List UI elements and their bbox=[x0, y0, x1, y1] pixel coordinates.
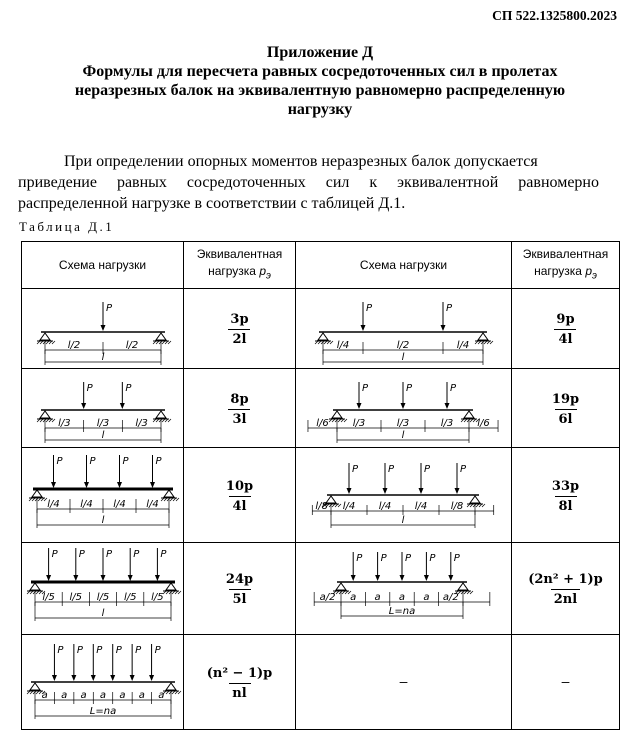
support-triangle bbox=[470, 496, 480, 503]
segment-label: l/4 bbox=[79, 498, 93, 510]
load-scheme-diagram bbox=[297, 290, 511, 368]
formula-cell bbox=[184, 543, 296, 635]
scheme-cell bbox=[22, 289, 184, 369]
support-triangle bbox=[332, 411, 342, 418]
segment-label: l/3 bbox=[96, 417, 109, 429]
total-span-label: l bbox=[401, 514, 404, 526]
equivalent-load-formula: $\frac{\text{(n² − 1)p}}{nl}$ bbox=[206, 665, 273, 701]
scheme-cell bbox=[296, 543, 512, 635]
load-arrowhead bbox=[418, 488, 423, 494]
segment-label: a/2 bbox=[442, 591, 459, 603]
load-label-p: P bbox=[428, 552, 435, 564]
table-row bbox=[22, 448, 620, 543]
table-row bbox=[22, 289, 620, 369]
load-scheme-diagram bbox=[23, 449, 183, 542]
support-triangle bbox=[40, 411, 50, 418]
segment-label: l/4 bbox=[46, 498, 60, 510]
load-label-p: P bbox=[154, 644, 161, 656]
load-label-p: P bbox=[365, 302, 372, 314]
load-arrowhead bbox=[51, 675, 56, 681]
scheme-cell bbox=[296, 289, 512, 369]
segment-label: a bbox=[138, 689, 145, 701]
scheme-cell bbox=[296, 448, 512, 543]
load-scheme-diagram bbox=[23, 370, 183, 447]
load-label-p: P bbox=[387, 463, 394, 475]
segment-label: a bbox=[80, 689, 87, 701]
table-header-row bbox=[22, 242, 620, 289]
load-label-p: P bbox=[423, 463, 430, 475]
segment-label: l/2 bbox=[396, 339, 409, 351]
scheme-cell bbox=[22, 369, 184, 448]
scheme-cell bbox=[22, 635, 184, 730]
table-caption: Таблица Д.1 bbox=[19, 219, 115, 234]
scheme-cell bbox=[296, 635, 512, 730]
equivalent-load-formula: $\frac{9p}{4l}$ bbox=[556, 312, 575, 347]
header-scheme-left: Схема нагрузки bbox=[22, 242, 184, 289]
equivalent-load-formula: $\frac{10p}{4l}$ bbox=[225, 478, 254, 514]
segment-label: l/3 bbox=[57, 417, 71, 429]
table-row bbox=[22, 543, 620, 635]
load-scheme-diagram bbox=[297, 544, 511, 634]
conversion-table bbox=[21, 241, 620, 730]
load-arrowhead bbox=[440, 325, 445, 331]
empty-scheme-dash: – bbox=[399, 673, 408, 689]
load-arrowhead bbox=[360, 325, 365, 331]
load-label-p: P bbox=[56, 644, 63, 656]
load-arrowhead bbox=[448, 575, 453, 581]
load-arrowhead bbox=[375, 575, 380, 581]
equivalent-load-formula: $\frac{33p}{8l}$ bbox=[551, 478, 580, 514]
segment-label: l/3 bbox=[440, 417, 453, 429]
load-arrowhead bbox=[127, 575, 132, 581]
support-triangle bbox=[156, 333, 166, 340]
total-span-label: l bbox=[101, 514, 104, 526]
segment-label: l/5 bbox=[69, 591, 82, 603]
appendix-title: Приложение Д bbox=[266, 44, 374, 61]
load-label-p: P bbox=[105, 302, 112, 314]
load-label-p: P bbox=[453, 552, 460, 564]
load-arrowhead bbox=[356, 403, 361, 409]
segment-label: l/5 bbox=[123, 591, 136, 603]
formula-cell bbox=[512, 369, 620, 448]
load-label-p: P bbox=[380, 552, 387, 564]
load-arrowhead bbox=[90, 675, 95, 681]
load-arrowhead bbox=[117, 482, 122, 488]
formula-cell bbox=[184, 448, 296, 543]
load-arrowhead bbox=[81, 403, 86, 409]
segment-label: a bbox=[118, 689, 125, 701]
segment-label: l/3 bbox=[396, 417, 409, 429]
load-arrowhead bbox=[400, 403, 405, 409]
segment-label: l/8 bbox=[314, 500, 328, 512]
load-label-p: P bbox=[404, 552, 411, 564]
total-span-label: l bbox=[401, 351, 404, 363]
support-triangle bbox=[164, 490, 174, 497]
appendix-subtitle-line-3: нагрузку bbox=[287, 101, 353, 118]
header-equiv-right: Эквивалентная нагрузка $p_э$ bbox=[512, 242, 620, 289]
load-label-p: P bbox=[155, 455, 162, 467]
load-arrowhead bbox=[84, 482, 89, 488]
segment-label: a bbox=[41, 689, 48, 701]
total-span-label: L=na bbox=[89, 705, 116, 717]
scheme-cell bbox=[22, 543, 184, 635]
load-scheme-diagram bbox=[23, 544, 183, 634]
load-label-p: P bbox=[56, 455, 63, 467]
formula-cell bbox=[512, 635, 620, 730]
segment-label: l/4 bbox=[112, 498, 126, 510]
header-equiv-left: Эквивалентная нагрузка $p_э$ bbox=[184, 242, 296, 289]
load-label-p: P bbox=[361, 382, 368, 394]
segment-label: a bbox=[398, 591, 405, 603]
total-span-label: l bbox=[101, 351, 104, 363]
total-span-label: l bbox=[101, 607, 104, 619]
load-label-p: P bbox=[89, 455, 96, 467]
total-span-label: l bbox=[401, 429, 404, 441]
load-label-p: P bbox=[76, 644, 83, 656]
load-arrowhead bbox=[73, 575, 78, 581]
load-arrowhead bbox=[71, 675, 76, 681]
load-label-p: P bbox=[351, 463, 358, 475]
support-triangle bbox=[478, 333, 488, 340]
segment-label: l/4 bbox=[378, 500, 391, 512]
segment-label: a bbox=[157, 689, 164, 701]
load-label-p: P bbox=[355, 552, 362, 564]
equivalent-load-formula: $\frac{8p}{3l}$ bbox=[230, 391, 249, 427]
support-triangle bbox=[156, 411, 166, 418]
formula-cell bbox=[184, 369, 296, 448]
load-label-p: P bbox=[78, 548, 85, 560]
support-triangle bbox=[40, 333, 50, 340]
segment-label: a bbox=[422, 591, 429, 603]
support-triangle bbox=[458, 583, 468, 590]
load-label-p: P bbox=[115, 644, 122, 656]
load-arrowhead bbox=[346, 488, 351, 494]
load-label-p: P bbox=[122, 455, 129, 467]
load-scheme-diagram bbox=[23, 290, 183, 368]
segment-label: a bbox=[99, 689, 106, 701]
document-code: СП 522.1325800.2023 bbox=[492, 8, 617, 23]
scheme-cell bbox=[22, 448, 184, 543]
load-arrowhead bbox=[129, 675, 134, 681]
load-arrowhead bbox=[51, 482, 56, 488]
load-scheme-diagram bbox=[23, 636, 183, 729]
load-arrowhead bbox=[382, 488, 387, 494]
load-arrowhead bbox=[119, 403, 124, 409]
load-label-p: P bbox=[159, 548, 166, 560]
support-triangle bbox=[166, 683, 176, 690]
load-arrowhead bbox=[423, 575, 428, 581]
segment-label: a/2 bbox=[319, 591, 336, 603]
segment-label: a bbox=[349, 591, 356, 603]
load-arrowhead bbox=[100, 325, 105, 331]
segment-label: l/6 bbox=[315, 417, 329, 429]
load-arrowhead bbox=[444, 403, 449, 409]
load-label-p: P bbox=[445, 302, 452, 314]
load-label-p: P bbox=[105, 548, 112, 560]
header-scheme-right: Схема нагрузки bbox=[296, 242, 512, 289]
equivalent-load-formula: $\frac{\text{(2n² + 1)p}}{2nl}$ bbox=[528, 572, 603, 607]
load-arrowhead bbox=[150, 482, 155, 488]
segment-label: l/3 bbox=[134, 417, 148, 429]
formula-cell bbox=[184, 289, 296, 369]
empty-formula-dash: – bbox=[561, 673, 570, 689]
segment-label: l/4 bbox=[456, 339, 469, 351]
load-arrowhead bbox=[110, 675, 115, 681]
load-arrowhead bbox=[454, 488, 459, 494]
segment-label: l/5 bbox=[41, 591, 55, 603]
load-label-p: P bbox=[86, 382, 93, 394]
segment-label: a bbox=[60, 689, 67, 701]
load-scheme-diagram bbox=[297, 449, 511, 542]
total-span-label: L=na bbox=[388, 605, 415, 617]
load-arrowhead bbox=[350, 575, 355, 581]
formula-cell bbox=[512, 543, 620, 635]
support-triangle bbox=[30, 583, 40, 590]
segment-label: a bbox=[374, 591, 381, 603]
support-triangle bbox=[30, 683, 40, 690]
support-triangle bbox=[464, 411, 474, 418]
appendix-subtitle-line-1: Формулы для пересчета равных сосредоточенных сил в пролетах bbox=[82, 63, 558, 80]
segment-label: l/4 bbox=[336, 339, 349, 351]
equivalent-load-formula: $\frac{24p}{5l}$ bbox=[225, 572, 254, 607]
support-triangle bbox=[166, 583, 176, 590]
support-triangle bbox=[32, 490, 42, 497]
load-label-p: P bbox=[51, 548, 58, 560]
segment-label: l/4 bbox=[145, 498, 159, 510]
paragraph-line-3: распределенной нагрузке в соответствии с таблицей Д.1. bbox=[18, 195, 406, 212]
total-span-label: l bbox=[101, 429, 104, 441]
load-arrowhead bbox=[399, 575, 404, 581]
segment-label: l/6 bbox=[476, 417, 490, 429]
load-arrowhead bbox=[100, 575, 105, 581]
paragraph-line-2: приведение равных сосредоточенных сил к эквивалентной равномерно bbox=[18, 174, 599, 191]
load-arrowhead bbox=[154, 575, 159, 581]
load-label-p: P bbox=[459, 463, 466, 475]
load-arrowhead bbox=[149, 675, 154, 681]
formula-cell bbox=[512, 448, 620, 543]
segment-label: l/4 bbox=[414, 500, 427, 512]
load-label-p: P bbox=[132, 548, 139, 560]
support-triangle bbox=[336, 583, 346, 590]
segment-label: l/4 bbox=[342, 500, 355, 512]
formula-cell bbox=[184, 635, 296, 730]
load-label-p: P bbox=[405, 382, 412, 394]
table-row bbox=[22, 635, 620, 730]
load-label-p: P bbox=[134, 644, 141, 656]
load-label-p: P bbox=[449, 382, 456, 394]
segment-label: l/2 bbox=[67, 339, 80, 351]
segment-label: l/5 bbox=[96, 591, 109, 603]
paragraph-line-1: При определении опорных моментов неразрезных балок допускается bbox=[64, 153, 538, 170]
load-arrowhead bbox=[46, 575, 51, 581]
segment-label: l/3 bbox=[352, 417, 365, 429]
appendix-subtitle-line-2: неразрезных балок на эквивалентную равномерно распределенную bbox=[74, 82, 566, 99]
support-triangle bbox=[318, 333, 328, 340]
equivalent-load-formula: $\frac{3p}{2l}$ bbox=[230, 312, 249, 347]
table-row bbox=[22, 369, 620, 448]
scheme-cell bbox=[296, 369, 512, 448]
load-label-p: P bbox=[95, 644, 102, 656]
segment-label: l/2 bbox=[125, 339, 138, 351]
segment-label: l/8 bbox=[450, 500, 463, 512]
formula-cell bbox=[512, 289, 620, 369]
load-scheme-diagram bbox=[297, 370, 511, 447]
load-label-p: P bbox=[124, 382, 131, 394]
segment-label: l/5 bbox=[150, 591, 164, 603]
equivalent-load-formula: $\frac{19p}{6l}$ bbox=[551, 391, 580, 427]
